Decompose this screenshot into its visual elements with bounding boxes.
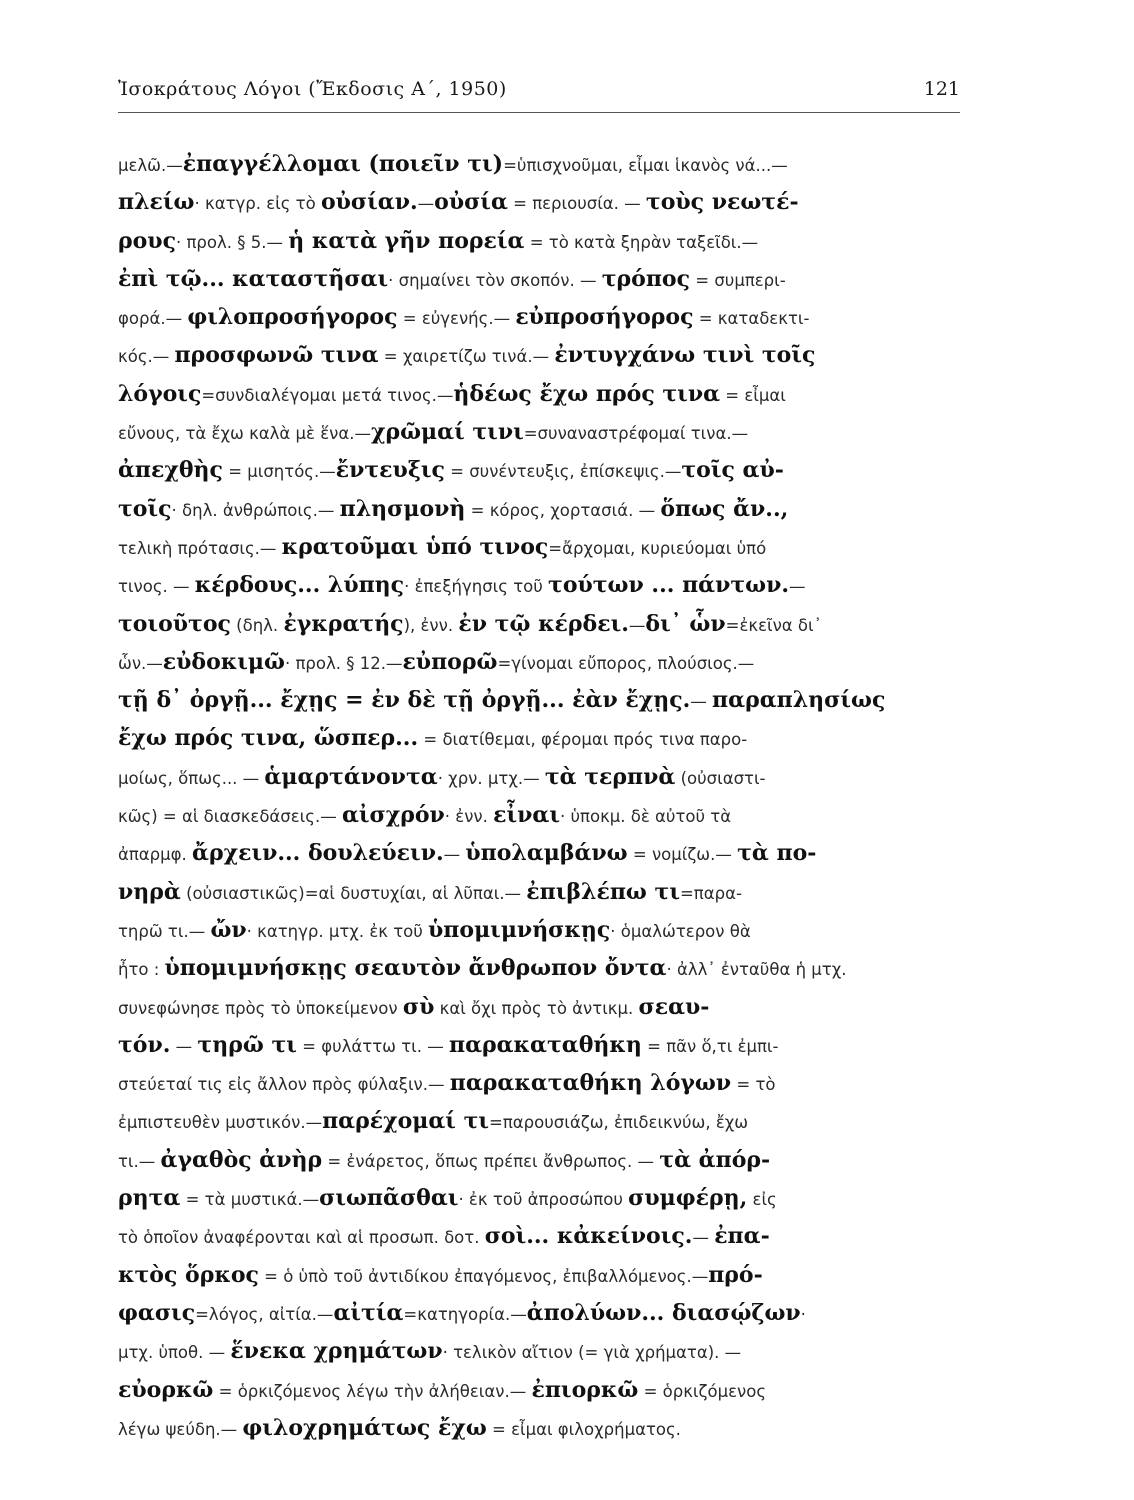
gloss: =λόγος, αἰτία.— bbox=[195, 1304, 334, 1324]
gloss: =συνδιαλέγομαι μετά τινος.— bbox=[201, 385, 454, 405]
gloss: τι.— bbox=[118, 1151, 161, 1171]
headword: ἀπολύων... διασῴζων bbox=[526, 1299, 801, 1326]
headword: παρέχομαί τι bbox=[322, 1108, 490, 1135]
headword: ἐπα- bbox=[714, 1223, 770, 1250]
gloss: εἰς bbox=[747, 1190, 777, 1210]
headword: σεαυ- bbox=[638, 993, 710, 1020]
gloss: =ὑπισχνοῦμαι, εἶμαι ἱκανὸς νά...— bbox=[503, 156, 788, 175]
gloss: τινος. — bbox=[118, 577, 195, 597]
gloss: =παρα- bbox=[679, 883, 742, 903]
headword: χρῶμαί τινι bbox=[370, 419, 524, 446]
gloss: ἦτο : bbox=[118, 960, 165, 980]
headword: ἐπιορκῶ bbox=[531, 1376, 639, 1403]
text-line bbox=[118, 1256, 968, 1294]
gloss: =γίνομαι εὔπορος, πλούσιος.— bbox=[497, 653, 755, 673]
headword: τοῖς αὐ- bbox=[681, 457, 784, 484]
headword: ἐπιβλέπω τι bbox=[526, 878, 680, 905]
headword: τηρῶ τι bbox=[197, 1031, 297, 1058]
gloss: = διατίθεμαι, φέρομαι πρός τινα παρο- bbox=[418, 730, 748, 750]
gloss: = καταδεκτι- bbox=[693, 309, 810, 329]
gloss: · χρν. μτχ.— bbox=[437, 768, 545, 788]
headword: ὑπολαμβάνω bbox=[465, 840, 628, 867]
gloss: = τὸ bbox=[731, 1075, 776, 1095]
headword: ὑπομιμνήσκῃς σεαυτὸν ἄνθρωπον ὄντα bbox=[164, 955, 667, 982]
headword: φασις bbox=[118, 1299, 196, 1326]
gloss: = κόρος, χορτασιά. — bbox=[465, 500, 661, 520]
text-line bbox=[118, 451, 968, 489]
headword: τρόπος bbox=[601, 265, 690, 292]
page-number: 121 bbox=[923, 78, 960, 100]
gloss: · ἐπεξήγησις τοῦ bbox=[404, 577, 549, 597]
text-line bbox=[118, 1026, 968, 1064]
text-line bbox=[118, 988, 968, 1026]
gloss: = εὐγενής.— bbox=[397, 309, 516, 329]
headword: οὐσία bbox=[434, 189, 508, 216]
gloss: — bbox=[692, 1228, 715, 1248]
gloss: τηρῶ τι.— bbox=[118, 921, 211, 941]
gloss: · τελικὸν αἴτιον (= γιὰ χρήματα). — bbox=[442, 1343, 742, 1363]
headword: τῇ δ᾿ ὀργῇ... ἔχῃς = ἐν δὲ τῇ ὀργῇ... ἐὰν ἔχῃς. bbox=[118, 687, 691, 714]
headword: νηρὰ bbox=[118, 878, 181, 905]
text-line bbox=[118, 719, 968, 757]
gloss: = εἶμαι bbox=[720, 385, 786, 405]
gloss: — bbox=[628, 615, 646, 635]
headword: ἀπεχθὴς bbox=[118, 457, 223, 484]
headword: τοὺς νεωτέ- bbox=[645, 189, 799, 216]
headword: εἶναι bbox=[493, 802, 560, 829]
headword: τόν. bbox=[118, 1031, 171, 1058]
headword: ἐν τῷ κέρδει. bbox=[458, 610, 629, 637]
gloss: = τὸ κατὰ ξηρὰν ταξεῖδι.— bbox=[524, 232, 759, 252]
headword: τὰ τερπνὰ bbox=[544, 763, 676, 790]
gloss: = ἐνάρετος, ὅπως πρέπει ἄνθρωπος. — bbox=[322, 1151, 660, 1171]
gloss: (οὐσιαστι- bbox=[675, 768, 766, 788]
gloss: τελικὴ πρότασις.— bbox=[118, 538, 282, 558]
text-line bbox=[118, 605, 968, 643]
text-line bbox=[118, 145, 968, 183]
gloss: = ὁρκιζόμενος bbox=[638, 1381, 767, 1401]
headword: ἐντυγχάνω τινὶ τοῖς bbox=[554, 342, 816, 369]
gloss: = νομίζω.— bbox=[627, 845, 738, 865]
gloss: = χαιρετίζω τινά.— bbox=[378, 347, 555, 367]
headword: ἐγκρατής bbox=[283, 610, 404, 637]
gloss: · δηλ. ἀνθρώποις.— bbox=[171, 500, 340, 520]
headword: σοὶ... κἀκείνοις. bbox=[484, 1223, 693, 1250]
headword: ὅπως ἄν.., bbox=[660, 495, 789, 522]
headword: παρακαταθήκη λόγων bbox=[449, 1070, 732, 1097]
gloss: = εἶμαι φιλοχρήματος. bbox=[486, 1419, 681, 1439]
headword: κτὸς ὅρκος bbox=[118, 1261, 259, 1288]
gloss: — bbox=[170, 1036, 198, 1056]
gloss: · κατηγρ. μτχ. ἐκ τοῦ bbox=[246, 921, 429, 941]
headword: ἐπὶ τῷ... καταστῆσαι bbox=[118, 265, 389, 292]
text-line bbox=[118, 183, 968, 221]
text-line bbox=[118, 1064, 968, 1102]
text-line bbox=[118, 1332, 968, 1370]
gloss: =παρουσιάζω, ἐπιδεικνύω, ἔχω bbox=[489, 1113, 749, 1133]
gloss: = συνέντευξις, ἐπίσκεψις.— bbox=[444, 462, 682, 482]
gloss: ὧν.— bbox=[118, 653, 163, 673]
gloss: · ἀλλ᾿ ἐνταῦθα ἡ μτχ. bbox=[666, 960, 847, 980]
text-line bbox=[118, 566, 968, 604]
text-line bbox=[118, 1141, 968, 1179]
gloss: ἀπαρμφ. bbox=[118, 845, 193, 865]
text-line bbox=[118, 336, 968, 374]
text-line bbox=[118, 413, 968, 451]
gloss: = περιουσία. — bbox=[507, 194, 646, 214]
gloss: = ὁ ὑπὸ τοῦ ἀντιδίκου ἐπαγόμενος, ἐπιβαλλόμενος.— bbox=[258, 1266, 709, 1286]
headword: αἰσχρόν bbox=[341, 802, 445, 829]
headword: δι᾿ ὧν bbox=[645, 610, 726, 637]
headword: ὤν bbox=[210, 916, 247, 943]
headword: ἐπαγγέλλομαι (ποιεῖν τι) bbox=[182, 151, 504, 177]
headword: αἰτία bbox=[333, 1299, 404, 1326]
gloss: στεύεταί τις εἰς ἄλλον πρὸς φύλαξιν.— bbox=[118, 1075, 450, 1095]
gloss: = φυλάττω τι. — bbox=[296, 1036, 449, 1056]
headword: πρό- bbox=[708, 1261, 763, 1288]
gloss: — bbox=[789, 577, 806, 597]
headword: πλείω bbox=[118, 189, 195, 216]
gloss: τὸ ὁποῖον ἀναφέρονται καὶ αἱ προσωπ. δοτ. bbox=[118, 1228, 485, 1248]
headword: ἔχω πρός τινα, ὥσπερ... bbox=[118, 725, 419, 752]
gloss: · ἐνν. bbox=[444, 807, 494, 827]
text-line bbox=[118, 1294, 968, 1332]
text-line bbox=[118, 1371, 968, 1409]
headword: συμφέρῃ, bbox=[628, 1185, 748, 1212]
headword: εὐδοκιμῶ bbox=[162, 648, 285, 675]
headword: ρους bbox=[118, 227, 176, 254]
headword: τὰ ἀπόρ- bbox=[659, 1146, 771, 1173]
text-line bbox=[118, 528, 968, 566]
text-line bbox=[118, 949, 968, 987]
text-line bbox=[118, 260, 968, 298]
headword: κρατοῦμαι ὑπό τινος bbox=[281, 533, 549, 560]
gloss: · κατγρ. εἰς τὸ bbox=[194, 194, 321, 214]
text-line bbox=[118, 1102, 968, 1140]
gloss: = τὰ μυστικά.— bbox=[180, 1190, 320, 1210]
gloss: · ὁμαλώτερον θὰ bbox=[610, 921, 751, 941]
headword: τοῖς bbox=[118, 495, 172, 522]
headword: ἁμαρτάνοντα bbox=[264, 763, 438, 790]
headword: φιλοπροσήγορος bbox=[187, 304, 398, 331]
text-line bbox=[118, 490, 968, 528]
headword: ἕνεκα χρημάτων bbox=[230, 1338, 443, 1365]
text-line bbox=[118, 222, 968, 260]
text-line bbox=[118, 873, 968, 911]
headword: εὐπορῶ bbox=[402, 648, 498, 675]
headword: ὑπομιμνήσκῃς bbox=[428, 916, 611, 943]
gloss: = πᾶν ὅ,τι ἐμπι- bbox=[641, 1036, 779, 1056]
headword: σὺ bbox=[402, 993, 435, 1020]
headword: πλησμονὴ bbox=[339, 495, 466, 522]
headword: παρακαταθήκη bbox=[448, 1031, 642, 1058]
headword: ρητα bbox=[118, 1185, 181, 1212]
gloss: μελῶ.— bbox=[118, 156, 183, 175]
gloss: — bbox=[690, 692, 713, 712]
headword: τοιοῦτος bbox=[118, 610, 231, 637]
gloss: μοίως, ὅπως... — bbox=[118, 768, 265, 788]
headword: τούτων ... πάντων. bbox=[548, 572, 790, 599]
gloss: · ὑποκμ. δὲ αὐτοῦ τὰ bbox=[560, 807, 732, 827]
text-line bbox=[118, 681, 968, 719]
gloss: κός.— bbox=[118, 347, 175, 367]
text-line bbox=[118, 1217, 968, 1255]
running-title: Ἰσοκράτους Λόγοι (Ἔκδοσις Α΄, 1950) bbox=[118, 78, 507, 100]
gloss: =συναναστρέφομαί τινα.— bbox=[523, 424, 749, 444]
gloss: ἐμπιστευθὲν μυστικόν.— bbox=[118, 1113, 323, 1133]
headword: τὰ πο- bbox=[737, 840, 817, 867]
gloss: συνεφώνησε πρὸς τὸ ὑποκείμενον bbox=[118, 998, 403, 1018]
gloss: — bbox=[443, 845, 466, 865]
headword: παραπλησίως bbox=[712, 687, 886, 714]
gloss: = μισητός.— bbox=[222, 462, 336, 482]
headword: εὐορκῶ bbox=[118, 1376, 214, 1403]
text-line bbox=[118, 1179, 968, 1217]
text-line bbox=[118, 298, 968, 336]
gloss: ), ἐνν. bbox=[403, 615, 459, 635]
gloss: κῶς) = αἱ διασκεδάσεις.— bbox=[118, 807, 342, 827]
text-line bbox=[118, 758, 968, 796]
gloss: =ἐκεῖνα δι᾿ bbox=[725, 615, 822, 635]
headword: κέρδους... λύπης bbox=[194, 572, 405, 599]
gloss: = ὁρκιζόμενος λέγω τὴν ἀλήθειαν.— bbox=[213, 1381, 532, 1401]
gloss: · σημαίνει τὸν σκοπόν. — bbox=[388, 270, 602, 290]
running-header bbox=[118, 72, 960, 113]
headword: ἔντευξις bbox=[335, 457, 445, 484]
text-line bbox=[118, 375, 968, 413]
glossary-text bbox=[118, 145, 968, 1447]
headword: ἡ κατὰ γῆν πορεία bbox=[288, 227, 525, 254]
gloss: · ἐκ τοῦ ἀπροσώπου bbox=[458, 1190, 629, 1210]
gloss: = συμπερι- bbox=[690, 270, 786, 290]
headword: ἄρχειν... δουλεύειν. bbox=[192, 840, 444, 867]
headword: οὐσίαν. bbox=[320, 189, 418, 216]
gloss: λέγω ψεύδη.— bbox=[118, 1419, 243, 1439]
headword: εὐπροσήγορος bbox=[515, 304, 694, 331]
gloss: εὔνους, τὰ ἔχω καλὰ μὲ ἕνα.— bbox=[118, 424, 371, 444]
headword: λόγοις bbox=[118, 380, 202, 407]
headword: προσφωνῶ τινα bbox=[174, 342, 379, 369]
gloss: μτχ. ὑποθ. — bbox=[118, 1343, 231, 1363]
text-line bbox=[118, 911, 968, 949]
headword: ἡδέως ἔχω πρός τινα bbox=[453, 380, 721, 407]
gloss: · προλ. § 5.— bbox=[175, 232, 289, 252]
gloss: =κατηγορία.— bbox=[403, 1304, 527, 1324]
gloss: · bbox=[800, 1304, 806, 1324]
text-line bbox=[118, 796, 968, 834]
text-line bbox=[118, 834, 968, 872]
gloss: · προλ. § 12.— bbox=[284, 653, 403, 673]
text-line bbox=[118, 643, 968, 681]
headword: ἀγαθὸς ἀνὴρ bbox=[160, 1146, 323, 1173]
gloss: καὶ ὄχι πρὸς τὸ ἀντικμ. bbox=[434, 998, 639, 1018]
gloss: — bbox=[417, 194, 435, 214]
headword: σιωπᾶσθαι bbox=[319, 1185, 459, 1212]
gloss: (δηλ. bbox=[230, 615, 284, 635]
gloss: φορά.— bbox=[118, 309, 188, 329]
gloss: =ἄρχομαι, κυριεύομαι ὑπό bbox=[548, 538, 767, 558]
text-line bbox=[118, 1409, 968, 1447]
gloss: (οὐσιαστικῶς)=αἱ δυστυχίαι, αἱ λῦπαι.— bbox=[180, 883, 527, 903]
headword: φιλοχρημάτως ἔχω bbox=[242, 1414, 487, 1441]
